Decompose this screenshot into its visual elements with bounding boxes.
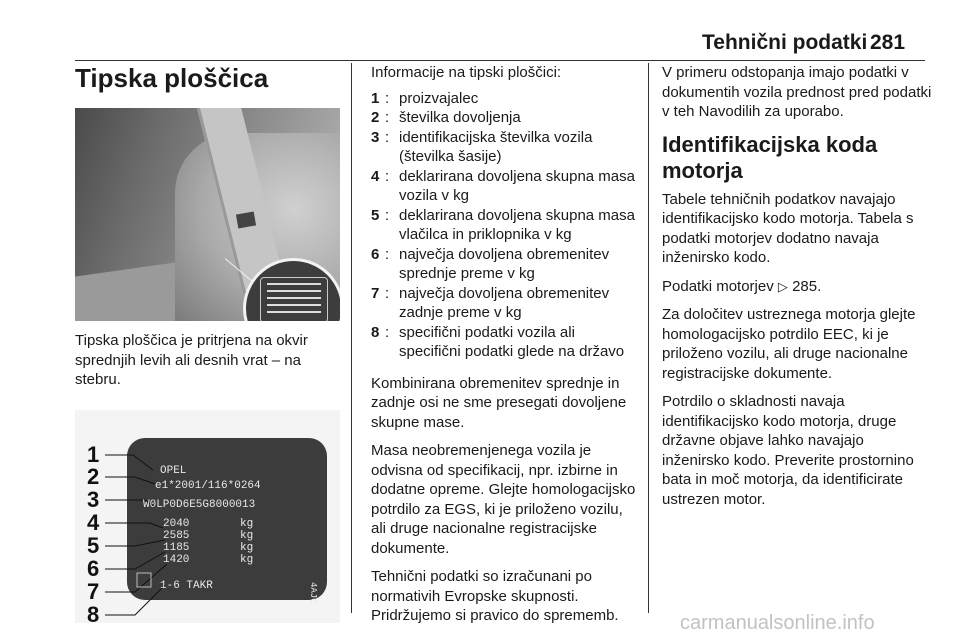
list-item: 6 : največja dovoljena obremenitev sprednje preme v kg — [371, 245, 610, 282]
photo-caption: Tipska ploščica je pritrjena na okvir sprednjih levih ali desnih vrat – na stebru. — [75, 332, 308, 388]
paragraph: Masa neobremenjenega vozila je odvisna od specifikacij, npr. izbirne in dodatne opreme. Glejte homologacijsko potrdilo za EGS, ki je priloženo vozilu, ali druge nacionalne registracijske dokumente. — [371, 442, 636, 557]
paragraph: Tabele tehničnih podatkov navajajo identifikacijsko kodo motorja. Tabela s podatki motorjev dodatno navaja inženirsko kodo. — [662, 190, 914, 266]
plate-unit: kg — [240, 517, 254, 530]
door-pillar-photo — [75, 108, 340, 321]
list-item: 3 : identifikacijska številka vozila (številka šasije) — [371, 128, 593, 165]
callout-6: 6 — [87, 555, 100, 581]
type-plate-legend — [371, 89, 636, 362]
paragraph: Za določitev ustreznega motorja glejte homologacijsko potrdilo EEC, ki je priloženo vozilu, ali druge nacionalne registracijske dokumente. — [662, 306, 916, 382]
engine-data-reference: Podatki motorjev ▷ 285. — [662, 277, 822, 295]
list-item: 8 : specifični podatki vozila ali specifični podatki glede na državo — [371, 323, 625, 360]
callout-4: 4 — [87, 509, 100, 535]
plate-body — [127, 438, 327, 600]
plate-corner-code: 4AJC — [308, 581, 318, 604]
plate-rear-axle: 1420 — [163, 553, 190, 566]
section-heading: Tipska ploščica — [75, 63, 269, 93]
paragraph: Tehnični podatki so izračunani po normativih Evropske skupnosti. Pridržujemo si pravico do sprememb. — [371, 568, 619, 624]
plate-unit: kg — [240, 541, 254, 554]
plate-country-data: 1-6 TAKR — [160, 579, 213, 592]
column-middle — [371, 63, 636, 635]
column-right — [662, 63, 932, 518]
callout-1: 1 — [87, 441, 100, 467]
column-divider — [351, 63, 352, 613]
callout-3: 3 — [87, 486, 100, 512]
callout-8: 8 — [87, 601, 100, 623]
plate-front-axle: 1185 — [163, 541, 190, 554]
page-number: 281 — [870, 31, 906, 54]
section-heading: Identifikacijska koda motorja — [662, 131, 878, 183]
paragraph: Kombinirana obremenitev sprednje in zadnje osi ne sme presegati dovoljene skupne mase. — [371, 374, 627, 431]
list-item: 4 : deklarirana dovoljena skupna masa vozila v kg — [371, 167, 635, 204]
column-divider — [648, 63, 649, 613]
paragraph: V primeru odstopanja imajo podatki v dokumentih vozila prednost pred podatki v teh Navodilih za uporabo. — [662, 64, 932, 120]
type-plate-diagram — [75, 410, 340, 623]
plate-approval-number: e1*2001/116*0264 — [155, 479, 261, 492]
list-item: 1 : proizvajalec — [371, 89, 479, 107]
list-intro: Informacije na tipski ploščici: — [371, 64, 562, 81]
plate-unit: kg — [240, 553, 254, 566]
plate-vin: W0LP0D6E5G8000013 — [143, 498, 256, 511]
list-item: 2 : številka dovoljenja — [371, 109, 521, 126]
watermark: carmanualsonline.info — [680, 612, 875, 634]
column-left — [75, 63, 340, 623]
callout-5: 5 — [87, 532, 100, 558]
running-header-title: Tehnični podatki — [702, 31, 868, 54]
header-rule — [75, 60, 925, 61]
list-item: 7 : največja dovoljena obremenitev zadnje preme v kg — [371, 284, 610, 321]
type-plate-figure — [75, 410, 340, 623]
list-item: 5 : deklarirana dovoljena skupna masa vlačilca in priklopnika v kg — [371, 206, 635, 243]
plate-train-mass: 2585 — [163, 529, 190, 542]
paragraph: Potrdilo o skladnosti navaja identifikacijsko kodo motorja, druge državne objave lahko navajajo inženirsko kodo. Preverite prostornino bata in moč motorja, da identificirate ustrezen motor. — [662, 393, 914, 508]
page-link[interactable]: 285. — [792, 277, 822, 295]
plate-unit: kg — [240, 529, 254, 542]
callout-2: 2 — [87, 463, 100, 489]
callout-7: 7 — [87, 578, 100, 604]
page-ref-icon: ▷ — [777, 278, 788, 294]
plate-manufacturer: OPEL — [160, 464, 187, 477]
plate-gross-mass: 2040 — [163, 517, 190, 530]
